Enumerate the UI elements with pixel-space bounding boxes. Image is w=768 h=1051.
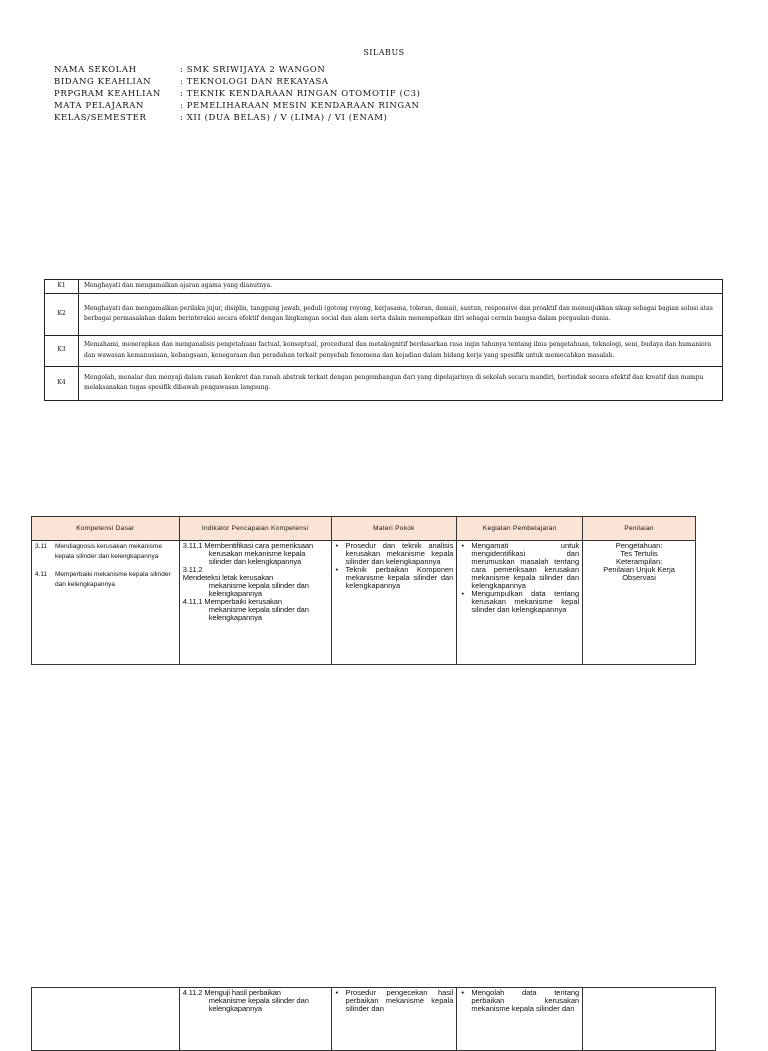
ki-row: [45, 280, 723, 294]
info-value: : XII (DUA BELAS) / V (LIMA) / VI (ENAM): [180, 113, 388, 123]
syllabus-table-continuation: [31, 987, 716, 1051]
list-item: • Mengolah data tentang perbaikan kerusakan mekanisme kepala silinder dan: [460, 989, 579, 1013]
list-item: • Mengamati untuk mengidentifikasi dan merumuskan masalah tentang cara pemeriksaan kerusakan mekanisme kepala silinder dan kelengkapannya: [460, 542, 579, 590]
indicator-line: mekanisme kepala silinder dan: [208, 996, 309, 1005]
indicator-line: 4.11.2 Menguji hasil perbaikan: [182, 988, 281, 997]
kd-text: Memperbaiki mekanisme kepala silinder dan kelengkapannya: [55, 571, 171, 588]
materi-list: [335, 989, 454, 1013]
kegiatan-list: [460, 542, 579, 614]
list-item: • Teknik perbaikan Komponen mekanisme kepala silinder dan kelengkapannya: [335, 566, 454, 590]
list-item: • Prosedur pengecekan hasil perbaikan mekanisme kepala silinder dan: [335, 989, 454, 1013]
school-info: [54, 64, 421, 124]
info-key: KELAS/SEMESTER: [54, 113, 147, 123]
kd-number: 4.11: [35, 571, 48, 578]
info-value: : PEMELIHARAAN MESIN KENDARAAN RINGAN: [180, 101, 420, 111]
indicator-line: kelengkapannya: [208, 613, 262, 622]
indicator-line: Mendeteksi letak kerusakan: [182, 573, 274, 582]
list-item: • Mengumpulkan data tentang kerusakan mekanisme kepal silinder dan kelengkapannya: [460, 590, 579, 614]
kd-item: [35, 570, 176, 590]
materi-pokok-cell: [331, 988, 457, 1051]
kd-number: 3.11: [35, 543, 48, 550]
ki-code: K4: [45, 366, 79, 400]
ki-text: Menghayati dan mengamalkan ajaran agama yang dianutnya.: [79, 280, 723, 294]
info-row-field: [54, 76, 421, 88]
indicator-line: kelengkapannya: [208, 1004, 262, 1013]
info-key: MATA PELAJARAN: [54, 101, 145, 111]
kegiatan-cell: [457, 541, 583, 665]
syllabus-table: [31, 516, 696, 665]
indicator-line: 3.11.1 Membentifikasi cara pemeriksaan: [182, 541, 314, 550]
table-header-row: [32, 517, 696, 541]
info-value: : TEKNOLOGI DAN REKAYASA: [180, 77, 329, 87]
indicator-line: mekanisme kepala silinder dan: [208, 581, 309, 590]
ki-text: Memahami, menerapkan dan menganalisis pengetahuan factual, konseptual, procedural dan metakognitif berdasarkan rasa ingin tahunya tentang ilmu pengetahuan, teknologi, seni, budaya dan humaniora dan wawasan kemanusiaan, kebangsaan, kenegaraan dan peradaban terkait penyebab fenomena dan kejadian dalam bidang kerja yang spesifik untuk memecahkan masalah.: [79, 335, 723, 366]
assessment-line: Keterampilan:: [615, 557, 663, 566]
ki-code: K3: [45, 335, 79, 366]
list-item: • Prosedur dan teknik analisis kerusakan mekanisme kepala silinder dan kelengkapannya: [335, 542, 454, 566]
info-row-program: [54, 88, 421, 100]
kompetensi-dasar-cell: [32, 988, 180, 1051]
info-key: PRPGRAM KEAHLIAN: [54, 89, 161, 99]
core-competency-table: [44, 279, 723, 401]
info-row-school: [54, 64, 421, 76]
header-materi-pokok: Materi Pokok: [331, 517, 457, 541]
ki-code: K2: [45, 293, 79, 335]
document-title: SILABUS: [363, 48, 405, 57]
indikator-cell: [179, 541, 331, 665]
indicator-line: silinder dan kelengkapannya: [208, 557, 302, 566]
kegiatan-cell: [457, 988, 583, 1051]
kompetensi-dasar-cell: [32, 541, 180, 665]
header-kegiatan: Kegiatan Pembelajaran: [457, 517, 583, 541]
header-penilaian: Penilaian: [583, 517, 696, 541]
ki-row: [45, 293, 723, 335]
info-key: NAMA SEKOLAH: [54, 65, 137, 75]
materi-pokok-cell: [331, 541, 457, 665]
info-row-class: [54, 112, 421, 124]
table-row: [32, 988, 716, 1051]
penilaian-cell: [583, 988, 716, 1051]
ki-row: [45, 335, 723, 366]
kegiatan-list: [460, 989, 579, 1013]
penilaian-cell: [583, 541, 696, 665]
materi-list: [335, 542, 454, 590]
indicator-line: kelengkapannya: [208, 589, 262, 598]
header-indikator: Indikator Pencapaian Kompetensi: [179, 517, 331, 541]
info-row-subject: [54, 100, 421, 112]
assessment-line: Tes Tertulis: [620, 549, 658, 558]
indikator-cell: [179, 988, 331, 1051]
kd-text: Mendiagnosis kerusakan mekanisme kepala silinder dan kelengkapannya: [55, 543, 162, 560]
info-value: : SMK SRIWIJAYA 2 WANGON: [180, 65, 326, 75]
assessment-line: Penilaian Unjuk Kerja: [603, 565, 675, 574]
indicator-line: 4.11.1 Memperbaiki kerusakan: [182, 597, 282, 606]
info-key: BIDANG KEAHLIAN: [54, 77, 152, 87]
kd-item: [35, 542, 176, 562]
indicator-line: kerusakan mekanisme kepala: [208, 549, 306, 558]
assessment-line: Pengetahuan:: [615, 541, 663, 550]
ki-text: Menghayati dan mengamalkan perilaku jujur, disiplin, tanggung jawab, peduli (gotong royong, kerjasama, toleran, damai), santun, responsive dan proaktif dan menunjukkan sikap sebagai bagian solusi atas berbagai permasalahan dalam berinteraksi secara efektif dengan lingkungan social dan alam serta dalam menempatkan diri sebagai cermin bangsa dalam pergaulan dunia.: [79, 293, 723, 335]
info-value: : TEKNIK KENDARAAN RINGAN OTOMOTIF (C3): [180, 89, 421, 99]
ki-text: Mengolah, menalar dan menyaji dalam ranah konkret dan ranah abstrak terkait dengan pengembangan dari yang dipelajarinya di sekolah secara mandiri, bertindak secara efektif dan kreatif dan mampu melaksanakan tugas spesifik dibawah pengawasan langsung.: [79, 366, 723, 400]
header-kompetensi-dasar: Kompetensi Dasar: [32, 517, 180, 541]
assessment-line: Observasi: [622, 573, 656, 582]
ki-row: [45, 366, 723, 400]
ki-code: K1: [45, 280, 79, 294]
indicator-line: 3.11.2: [182, 565, 203, 574]
indicator-line: mekanisme kepala silinder dan: [208, 605, 309, 614]
table-row: [32, 541, 696, 665]
